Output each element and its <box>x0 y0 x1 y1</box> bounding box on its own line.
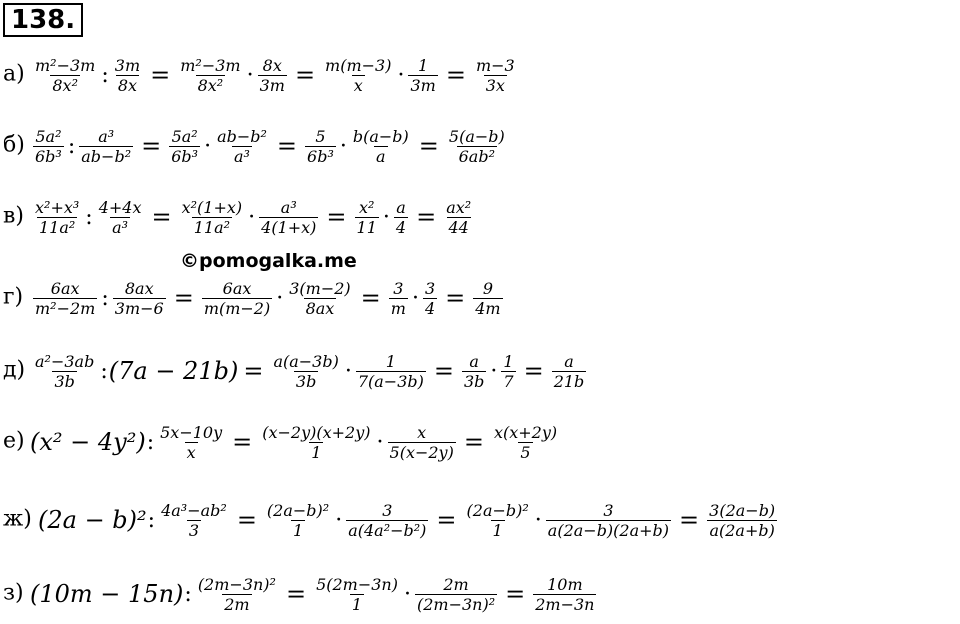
row-g <box>0 268 960 328</box>
fraction: $\frac{3}{\text{a(4a²−b²)}}$ <box>348 500 427 540</box>
fraction: $\frac{3}{4}$ <box>424 278 436 318</box>
fraction: $\frac{\text{m²−3m}}{\text{8x²}}$ <box>180 55 241 95</box>
expression: $\frac{\text{m²−3m}}{\text{8x²}}$ : $\frac{3m}{8x}$ = $\frac{\text{m²−3m}}{\text{8x²}}$ · $\frac{8x}{3m}$ = $\frac{m(m-3)}{x}$ · $\frac{1}{3m}$ = $\frac{m-3}{3x}$ <box>35 55 515 95</box>
expression: (x² − 4y²) : $\frac{5x-10y}{x}$ = $\frac{(x-2y)(x+2y)}{1}$ · $\frac{x}{5(x-2y)}$ = $\frac{x(x+2y)}{5}$ <box>30 422 558 462</box>
fraction: $\frac{3(m-2)}{8ax}$ <box>289 278 351 318</box>
expression: $\frac{\text{a²−3ab}}{3b}$ : (7a − 21b) = $\frac{a(a-3b)}{3b}$ · $\frac{1}{7(a-3b)}$ = $\frac{a}{3b}$ · $\frac{1}{7}$ = $\frac{a}{21b}$ <box>35 351 585 391</box>
fraction: $\frac{x}{5(x-2y)}$ <box>389 422 454 462</box>
row-zh <box>0 490 960 550</box>
fraction: $\frac{5(2m-3n)}{1}$ <box>316 574 398 614</box>
fraction: $\frac{\text{x²(1+x)}}{\text{11a²}}$ <box>181 197 243 237</box>
fraction: $\frac{\text{ab−b²}}{\text{a³}}$ <box>217 126 267 166</box>
row-e <box>0 412 960 472</box>
watermark: ©pomogalka.me <box>180 250 357 272</box>
answer-fraction: $\frac{a}{21b}$ <box>553 351 585 391</box>
expression-term: (x² − 4y²) <box>30 428 146 456</box>
fraction: $\frac{(x-2y)(x+2y)}{1}$ <box>262 422 371 462</box>
fraction: $\frac{1}{7(a-3b)}$ <box>357 351 424 391</box>
fraction: $\frac{\text{x²+x³}}{\text{11a²}}$ <box>35 197 80 237</box>
fraction: $\frac{\text{a³}}{\text{ab−b²}}$ <box>81 126 132 166</box>
fraction: $\frac{8x}{3m}$ <box>259 55 285 95</box>
fraction: $\frac{5}{\text{6b³}}$ <box>307 126 334 166</box>
fraction: $\frac{\text{a³}}{4(1+x)}$ <box>261 197 317 237</box>
expression-term: (2a − b)² <box>38 506 147 534</box>
expression: $\frac{\text{x²+x³}}{\text{11a²}}$ : $\frac{4+4x}{\text{a³}}$ = $\frac{\text{x²(1+x)}}{\text{11a²}}$ · $\frac{\text{a³}}{4(1+x)}$ = $\frac{\text{x²}}{11}$ · $\frac{a}{4}$ = $\frac{\text{ax²}}{44}$ <box>35 197 472 237</box>
row-d <box>0 341 960 401</box>
fraction: $\frac{6ax}{\text{m²−2m}}$ <box>35 278 96 318</box>
row-b <box>0 116 960 176</box>
row-v <box>0 187 960 247</box>
fraction: $\frac{1}{3m}$ <box>410 55 436 95</box>
row-a <box>0 45 960 105</box>
fraction: $\frac{2m}{\text{(2m−3n)²}}$ <box>416 574 496 614</box>
expression-term: (7a − 21b) <box>108 357 239 385</box>
row-label: г) <box>3 284 24 310</box>
fraction: $\frac{\text{5a²}}{\text{6b³}}$ <box>171 126 199 166</box>
answer-fraction: $\frac{10m}{2m-3n}$ <box>535 574 595 614</box>
expression: (10m − 15n) : $\frac{\text{(2m−3n)²}}{2m}$ = $\frac{5(2m-3n)}{1}$ · $\frac{2m}{\text{(2m−3n)²}}$ = $\frac{10m}{2m-3n}$ <box>30 574 595 614</box>
row-label: б) <box>3 132 25 158</box>
row-label: д) <box>3 357 26 383</box>
row-label: е) <box>3 428 25 454</box>
fraction: $\frac{8ax}{3m-6}$ <box>114 278 164 318</box>
fraction: $\frac{\text{(2a−b)²}}{1}$ <box>266 500 330 540</box>
fraction: $\frac{6ax}{m(m-2)}$ <box>203 278 271 318</box>
fraction: $\frac{\text{x²}}{11}$ <box>356 197 377 237</box>
fraction: $\frac{m(m-3)}{x}$ <box>325 55 392 95</box>
fraction: $\frac{3}{m}$ <box>390 278 406 318</box>
expression: (2a − b)² : $\frac{\text{4a³−ab²}}{3}$ = $\frac{\text{(2a−b)²}}{1}$ · $\frac{3}{\text{a(4a²−b²)}}$ = $\frac{\text{(2a−b)²}}{1}$ · $\frac{3}{a(2a-b)(2a+b)}$ = $\frac{3(2a-b)}{a(2a+b)}$ <box>38 500 776 540</box>
fraction: $\frac{a}{3b}$ <box>463 351 485 391</box>
expression: $\frac{\text{5a²}}{\text{6b³}}$ : $\frac{\text{a³}}{\text{ab−b²}}$ = $\frac{\text{5a²}}{\text{6b³}}$ · $\frac{\text{ab−b²}}{\text{a³}}$ = $\frac{5}{\text{6b³}}$ · $\frac{b(a-b)}{a}$ = $\frac{5(a-b)}{\text{6ab²}}$ <box>35 126 505 166</box>
fraction: $\frac{3}{a(2a-b)(2a+b)}$ <box>547 500 670 540</box>
fraction: $\frac{5x-10y}{x}$ <box>160 422 223 462</box>
row-label: в) <box>3 203 24 229</box>
fraction: $\frac{\text{(2a−b)²}}{1}$ <box>466 500 529 540</box>
fraction: $\frac{1}{7}$ <box>503 351 514 391</box>
fraction: $\frac{a}{4}$ <box>395 197 407 237</box>
fraction: $\frac{\text{a²−3ab}}{3b}$ <box>35 351 95 391</box>
fraction: $\frac{\text{(2m−3n)²}}{2m}$ <box>197 574 276 614</box>
fraction: $\frac{4+4x}{\text{a³}}$ <box>98 197 142 237</box>
fraction: $\frac{\text{m²−3m}}{\text{8x²}}$ <box>35 55 96 95</box>
row-label: а) <box>3 61 25 87</box>
answer-fraction: $\frac{m-3}{3x}$ <box>475 55 515 95</box>
fraction: $\frac{a(a-3b)}{3b}$ <box>273 351 339 391</box>
answer-fraction: $\frac{x(x+2y)}{5}$ <box>493 422 558 462</box>
fraction: $\frac{b(a-b)}{a}$ <box>352 126 409 166</box>
answer-fraction: $\frac{5(a-b)}{\text{6ab²}}$ <box>448 126 505 166</box>
row-label: ж) <box>3 506 32 532</box>
answer-fraction: $\frac{\text{ax²}}{44}$ <box>446 197 472 237</box>
problem-number: 138. <box>3 3 83 37</box>
fraction: $\frac{3m}{8x}$ <box>114 55 141 95</box>
answer-fraction: $\frac{9}{4m}$ <box>475 278 501 318</box>
answer-fraction: $\frac{3(2a-b)}{a(2a+b)}$ <box>709 500 776 540</box>
row-z <box>0 564 960 624</box>
row-label: з) <box>3 580 24 606</box>
fraction: $\frac{\text{4a³−ab²}}{3}$ <box>161 500 227 540</box>
expression: $\frac{6ax}{\text{m²−2m}}$ : $\frac{8ax}{3m-6}$ = $\frac{6ax}{m(m-2)}$ · $\frac{3(m-2)}{8ax}$ = $\frac{3}{m}$ · $\frac{3}{4}$ = $\frac{9}{4m}$ <box>35 278 501 318</box>
fraction: $\frac{\text{5a²}}{\text{6b³}}$ <box>35 126 62 166</box>
expression-term: (10m − 15n) <box>30 580 184 608</box>
